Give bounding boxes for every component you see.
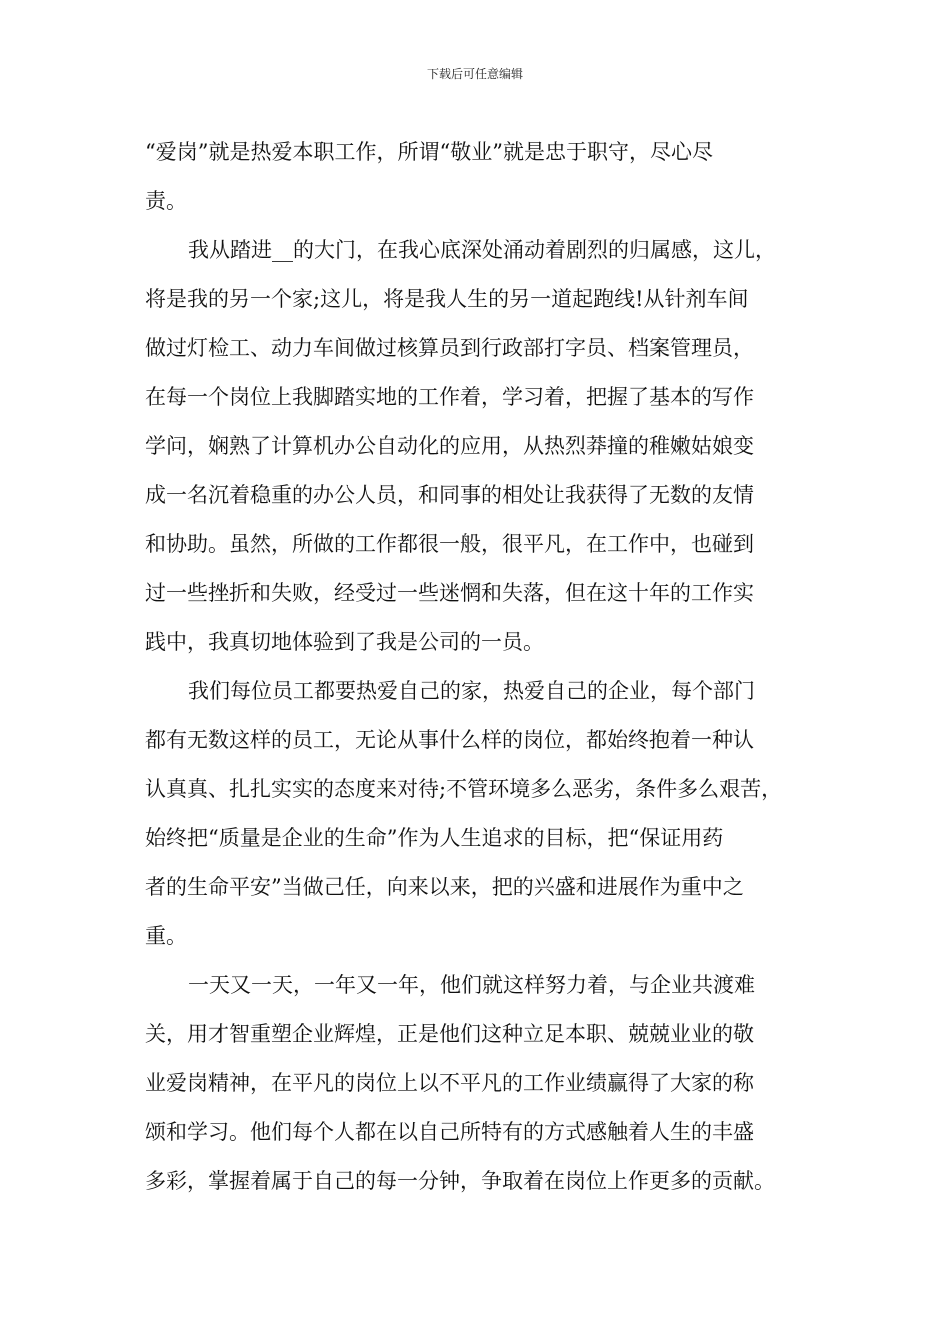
text-line: 都有无数这样的员工，无论从事什么样的岗位，都始终抱着一种认 [145, 728, 754, 752]
text-line: 一天又一天，一年又一年，他们就这样努力着，与企业共渡难 [188, 973, 755, 997]
text-line: 将是我的另一个家;这儿，将是我人生的另一道起跑线!从针剂车间 [145, 287, 749, 311]
text-line: 颂和学习。他们每个人都在以自己所特有的方式感触着人生的丰盛 [145, 1120, 754, 1144]
text-line: 和协助。虽然，所做的工作都很一般，很平凡，在工作中，也碰到 [145, 532, 754, 556]
text-line: 在每一个岗位上我脚踏实地的工作着，学习着，把握了基本的写作 [145, 385, 754, 409]
text-line: 者的生命平安”当做己任，向来以来，把的兴盛和进展作为重中之 [145, 875, 744, 899]
text-line: 成一名沉着稳重的办公人员，和同事的相处让我获得了无数的友情 [145, 483, 754, 507]
text-line: 学问，娴熟了计算机办公自动化的应用，从热烈莽撞的稚嫩姑娘变 [145, 434, 754, 458]
text-line: 我从踏进__的大门，在我心底深处涌动着剧烈的归属感，这儿， [188, 238, 776, 262]
text-line: 过一些挫折和失败，经受过一些迷惘和失落，但在这十年的工作实 [145, 581, 754, 605]
text-line: 关，用才智重塑企业辉煌，正是他们这种立足本职、兢兢业业的敬 [145, 1022, 754, 1046]
text-line: 责。 [145, 189, 187, 213]
text-line: 多彩，掌握着属于自己的每一分钟，争取着在岗位上作更多的贡献。 [145, 1169, 775, 1193]
text-line: 业爱岗精神，在平凡的岗位上以不平凡的工作业绩赢得了大家的称 [145, 1071, 754, 1095]
text-line: 始终把“质量是企业的生命”作为人生追求的目标，把“保证用药 [145, 826, 724, 850]
page-header: 下载后可任意编辑 [426, 67, 523, 81]
text-line: 重。 [145, 924, 187, 948]
text-line: “爱岗”就是热爱本职工作，所谓“敬业”就是忠于职守，尽心尽 [145, 140, 713, 164]
text-line: 我们每位员工都要热爱自己的家，热爱自己的企业，每个部门 [188, 679, 755, 703]
document-body [145, 131, 810, 1209]
text-line: 做过灯检工、动力车间做过核算员到行政部打字员、档案管理员， [145, 336, 754, 360]
text-line: 践中，我真切地体验到了我是公司的一员。 [145, 630, 544, 654]
text-line: 认真真、扎扎实实的态度来对待;不管环境多么恶劣，条件多么艰苦， [145, 777, 783, 801]
